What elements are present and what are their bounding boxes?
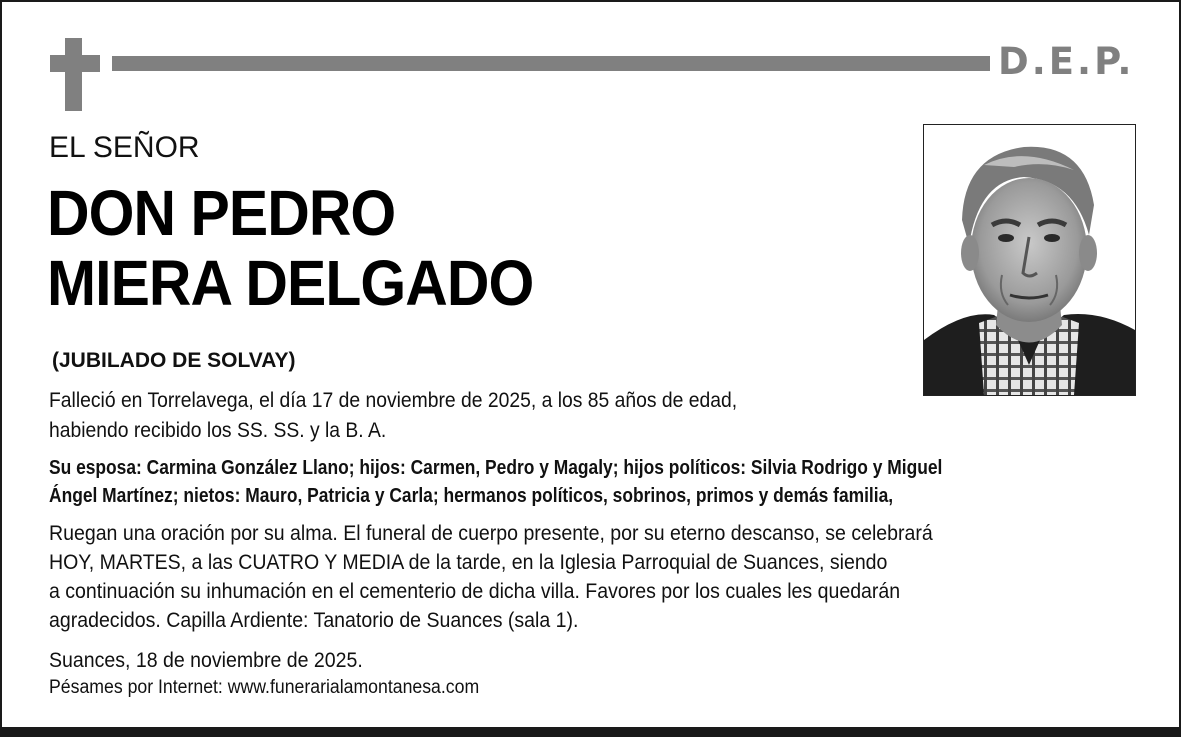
- funeral-line-2: HOY, MARTES, a las CUATRO Y MEDIA de la tarde, en la Iglesia Parroquial de Suances, siendo: [49, 551, 888, 574]
- header-rule: [112, 56, 990, 71]
- family-line-1: Su esposa: Carmina González Llano; hijos: Carmen, Pedro y Magaly; hijos políticos: Silvia Rodrigo y Miguel: [49, 457, 943, 479]
- death-paragraph: [49, 386, 877, 446]
- name-line-1: DON PEDRO: [47, 177, 396, 249]
- funeral-line-1: Ruegan una oración por su alma. El funeral de cuerpo presente, por su eterno descanso, se celebrará: [49, 522, 933, 545]
- death-line-1: Falleció en Torrelavega, el día 17 de noviembre de 2025, a los 85 años de edad,: [49, 389, 738, 412]
- cross-horizontal-bar: [50, 55, 100, 72]
- name-line-2: MIERA DELGADO: [47, 247, 534, 319]
- deceased-name: [47, 178, 533, 318]
- funeral-line-3: a continuación su inhumación en el cementerio de dicha villa. Favores por los cuales les quedarán: [49, 580, 901, 603]
- death-line-2: habiendo recibido los SS. SS. y la B. A.: [49, 419, 387, 442]
- deceased-title: (JUBILADO DE SOLVAY): [52, 349, 296, 372]
- bottom-border-bar: [2, 727, 1179, 735]
- funeral-paragraph: [49, 519, 1128, 635]
- condolences-web: Pésames por Internet: www.funerarialamontanesa.com: [49, 677, 480, 698]
- salutation: EL SEÑOR: [49, 131, 200, 164]
- portrait-illustration: [924, 125, 1135, 395]
- portrait-photo: [923, 124, 1136, 396]
- family-paragraph: [49, 454, 1128, 510]
- place-date: Suances, 18 de noviembre de 2025.: [49, 649, 363, 672]
- funeral-line-4: agradecidos. Capilla Ardiente: Tanatorio de Suances (sala 1).: [49, 609, 579, 632]
- family-line-2: Ángel Martínez; nietos: Mauro, Patricia y Carla; hermanos políticos, sobrinos, primos y demás familia,: [49, 485, 894, 507]
- cross-vertical-bar: [65, 38, 82, 111]
- dep-label: D.E.P.: [998, 40, 1135, 83]
